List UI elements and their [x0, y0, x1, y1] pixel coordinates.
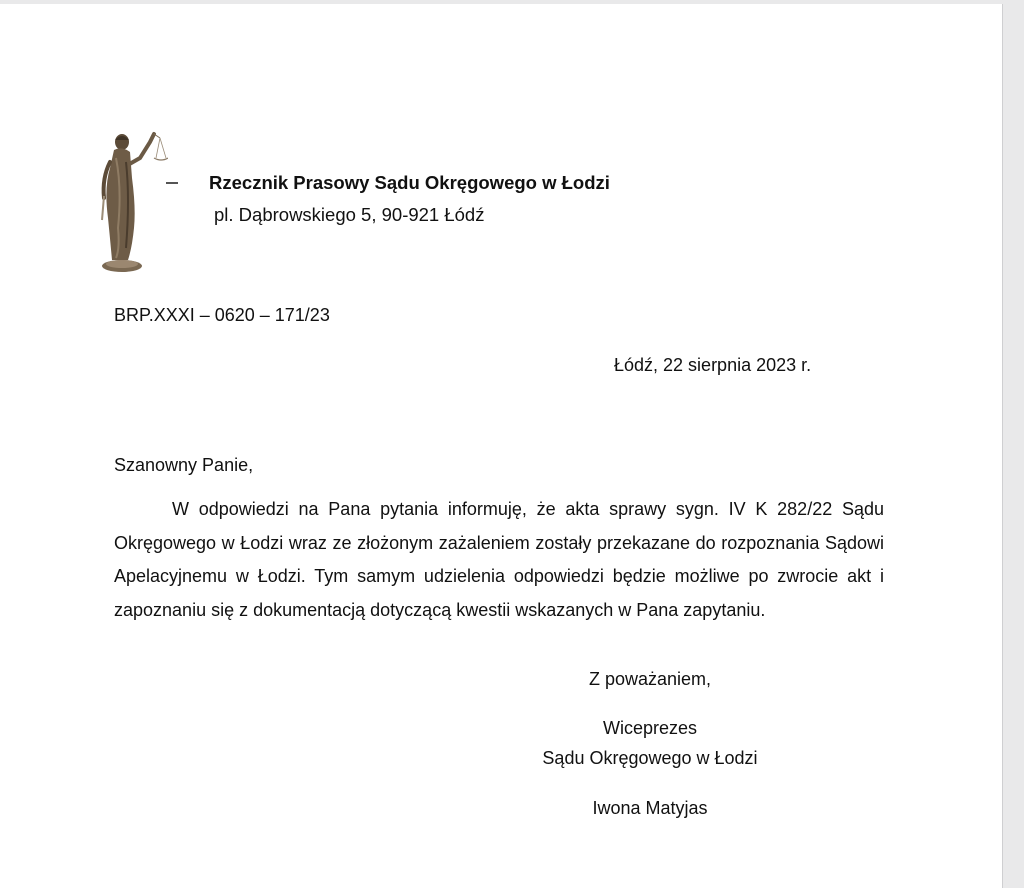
salutation: Szanowny Panie, — [114, 455, 254, 475]
reference-number: BRP.XXXI – 0620 – 171/23 — [114, 305, 330, 325]
institution-name: Rzecznik Prasowy Sądu Okręgowego w Łodzi — [209, 172, 610, 193]
letter-page — [0, 4, 1003, 888]
lady-justice-logo — [96, 128, 168, 278]
letter-body: W odpowiedzi na Pana pytania informuję, że akta sprawy sygn. IV K 282/22 Sądu Okręgowego w Łodzi wraz ze złożonym zażaleniem zostały przekazane do rozpoznania Sądowi Apelacyjnemu w Łodzi. Tym samym udzielenia odpowiedzi będzie możliwe po zwrocie akt i zapoznaniu się z dokumentacją dotyczącą kwestii wskazanych w Pana zapytaniu. — [114, 499, 884, 620]
signer-title-line2: Sądu Okręgowego w Łodzi — [542, 748, 758, 768]
institution-address: pl. Dąbrowskiego 5, 90-921 Łódź — [214, 204, 485, 225]
decorative-dash — [166, 182, 178, 184]
signer-title-line1: Wiceprezes — [602, 718, 698, 738]
closing-phrase: Z poważaniem, — [588, 669, 712, 689]
signer-name: Iwona Matyjas — [592, 798, 708, 818]
letter-date: Łódź, 22 sierpnia 2023 r. — [614, 355, 812, 375]
